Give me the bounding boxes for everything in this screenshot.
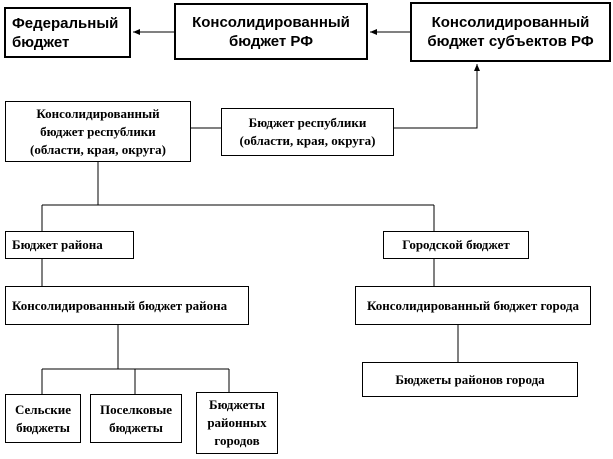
consolidated-district-budget-box: Консолидированный бюджет района: [5, 286, 249, 325]
consolidated-rf-budget-box: Консолидированный бюджет РФ: [174, 3, 368, 60]
republic-budget-box: Бюджет республики (области, края, округа): [221, 108, 394, 156]
settlement-budgets-box: Поселковые бюджеты: [90, 394, 182, 443]
consolidated-republic-budget-box: Консолидированный бюджет республики (области, края, округа): [5, 101, 191, 162]
consolidated-city-budget-box: Консолидированный бюджет города: [355, 286, 591, 325]
city-district-budgets-box: Бюджеты районов города: [362, 362, 578, 397]
arrow-republic-to-subjects: [394, 64, 477, 128]
district-town-budgets-box: Бюджеты районных городов: [196, 392, 278, 454]
federal-budget-box: Федеральный бюджет: [4, 7, 131, 58]
consolidated-subjects-budget-box: Консолидированный бюджет субъектов РФ: [410, 2, 611, 62]
city-budget-box: Городской бюджет: [383, 231, 529, 259]
district-budget-box: Бюджет района: [5, 231, 134, 259]
rural-budgets-box: Сельские бюджеты: [5, 394, 81, 443]
